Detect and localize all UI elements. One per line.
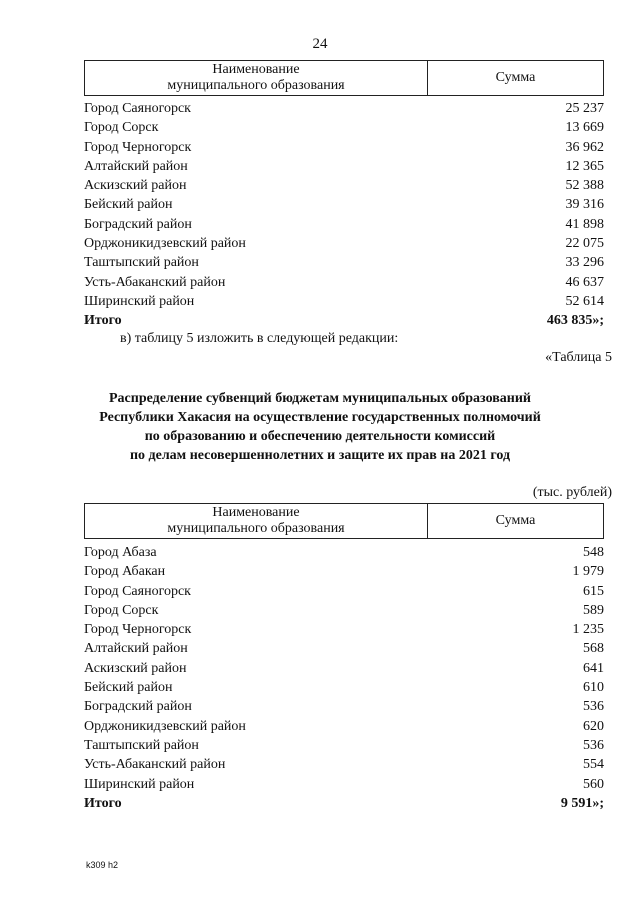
table2-body (84, 543, 604, 813)
row-name: Город Саяногорск (84, 583, 191, 599)
row-name: Таштыпский район (84, 737, 199, 753)
table-row (84, 234, 604, 253)
row-value: 22 075 (565, 236, 604, 252)
table-row (84, 273, 604, 292)
total-label: Итого (84, 313, 122, 329)
row-value: 1 235 (572, 622, 604, 638)
table-row (84, 195, 604, 214)
row-value: 620 (583, 718, 604, 734)
table2-header (84, 503, 604, 539)
table1-header-sum: Сумма (495, 70, 536, 85)
table-row (84, 253, 604, 272)
row-value: 536 (583, 737, 604, 753)
row-name: Ширинский район (84, 293, 195, 309)
total-label: Итого (84, 795, 122, 811)
table2-header-name-line1: Наименование (212, 505, 300, 520)
row-name: Усть-Абаканский район (84, 274, 226, 290)
row-value: 536 (583, 699, 604, 715)
row-value: 548 (583, 545, 604, 560)
row-name: Аскизский район (84, 178, 187, 194)
table-row (84, 775, 604, 794)
table-row (84, 601, 604, 620)
row-value: 554 (583, 757, 604, 773)
table1-header-name-line1: Наименование (212, 62, 300, 77)
row-value: 13 669 (565, 120, 604, 136)
row-name: Орджоникидзевский район (84, 236, 246, 252)
row-value: 641 (583, 660, 604, 676)
row-name: Орджоникидзевский район (84, 718, 246, 734)
row-name: Боградский район (84, 699, 192, 715)
row-value: 25 237 (565, 101, 604, 116)
units-label: (тыс. рублей) (532, 485, 612, 500)
table2-header-sum: Сумма (495, 513, 536, 528)
row-value: 33 296 (565, 255, 604, 271)
table-row (84, 582, 604, 601)
table-reference: «Таблица 5 (545, 350, 612, 365)
table-total-row (84, 794, 604, 813)
table-total-row (84, 311, 604, 330)
table1-header-name-line2: муниципального образования (167, 78, 345, 93)
row-value: 12 365 (565, 158, 604, 174)
footer-code: k309 h2 (86, 860, 119, 870)
row-name: Город Черногорск (84, 139, 192, 155)
title-line: Распределение субвенций бюджетам муниципальных образований (109, 391, 531, 406)
table-row (84, 755, 604, 774)
row-name: Аскизский район (84, 660, 187, 676)
row-name: Таштыпский район (84, 255, 199, 271)
table-row (84, 138, 604, 157)
table-row (84, 118, 604, 137)
page-number: 24 (312, 36, 328, 52)
row-name: Бейский район (84, 197, 173, 213)
row-value: 589 (583, 602, 604, 618)
row-name: Город Саяногорск (84, 101, 191, 116)
table-row (84, 736, 604, 755)
row-name: Город Абакан (84, 564, 166, 580)
row-name: Город Абаза (84, 545, 157, 560)
table2-header-name-line2: муниципального образования (167, 521, 345, 536)
row-name: Ширинский район (84, 776, 195, 792)
table1-body (84, 99, 604, 331)
row-name: Город Сорск (84, 120, 159, 136)
table1-header (84, 60, 604, 96)
table-row (84, 697, 604, 716)
row-value: 560 (583, 776, 604, 792)
row-value: 52 388 (565, 178, 604, 194)
row-value: 36 962 (565, 139, 604, 155)
table-row (84, 620, 604, 639)
section-title (0, 389, 640, 465)
row-name: Усть-Абаканский район (84, 757, 226, 773)
row-name: Алтайский район (84, 158, 188, 174)
row-value: 39 316 (565, 197, 604, 213)
row-value: 615 (583, 583, 604, 599)
title-line: Республики Хакасия на осуществление государственных полномочий (99, 410, 541, 425)
table-row (84, 292, 604, 311)
table-row (84, 717, 604, 736)
total-value: 9 591»; (560, 795, 604, 811)
table-row (84, 215, 604, 234)
table-row (84, 678, 604, 697)
total-value: 463 835»; (546, 313, 604, 329)
instruction-text: в) таблицу 5 изложить в следующей редакции: (120, 331, 399, 346)
table1-header-name (85, 61, 428, 95)
table2-header-name (85, 504, 428, 538)
row-value: 46 637 (565, 274, 604, 290)
table-row (84, 157, 604, 176)
row-name: Алтайский район (84, 641, 188, 657)
title-line: по образованию и обеспечению деятельности комиссий (144, 429, 496, 444)
row-value: 568 (583, 641, 604, 657)
row-name: Город Черногорск (84, 622, 192, 638)
row-value: 610 (583, 680, 604, 696)
row-value: 1 979 (572, 564, 604, 580)
table-row (84, 659, 604, 678)
table-row (84, 639, 604, 658)
row-value: 41 898 (565, 216, 604, 232)
table-row (84, 562, 604, 581)
row-name: Бейский район (84, 680, 173, 696)
title-line: по делам несовершеннолетних и защите их прав на 2021 год (129, 448, 511, 463)
row-value: 52 614 (565, 293, 604, 309)
row-name: Город Сорск (84, 602, 159, 618)
table-row (84, 99, 604, 118)
row-name: Боградский район (84, 216, 192, 232)
table-row (84, 543, 604, 562)
table-row (84, 176, 604, 195)
